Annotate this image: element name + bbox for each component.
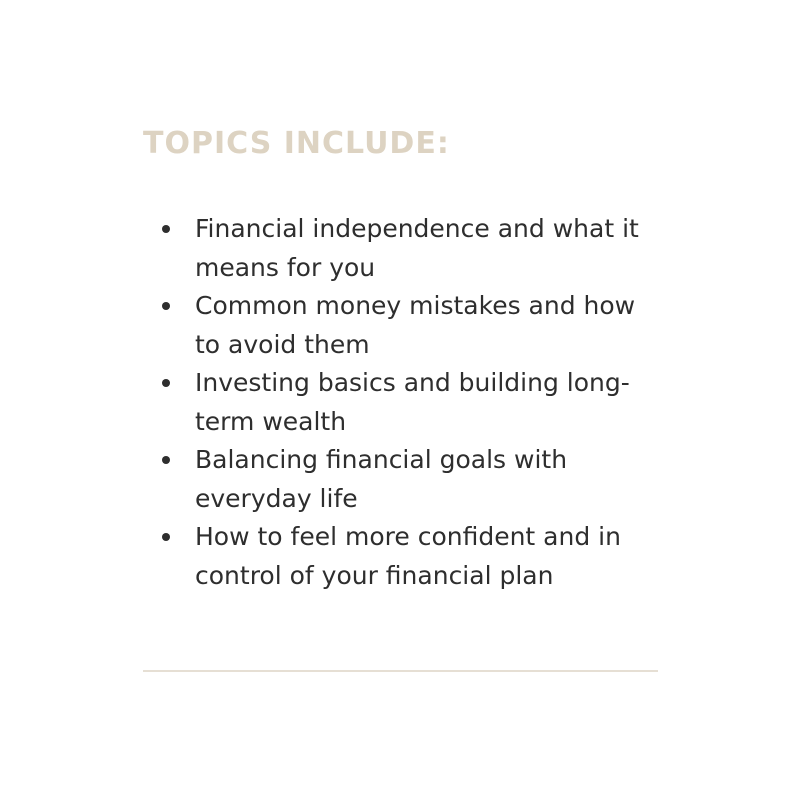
- topic-text: How to feel more confident and in control of your financial plan: [195, 522, 621, 590]
- topic-item: [143, 441, 663, 518]
- topic-text: Balancing financial goals with everyday life: [195, 445, 568, 513]
- topic-item: [143, 287, 663, 364]
- topic-item: [143, 210, 663, 287]
- divider-line: [143, 670, 658, 672]
- topics-list: [143, 210, 663, 595]
- bullet-icon: [162, 456, 170, 464]
- topic-item: [143, 364, 663, 441]
- bullet-icon: [162, 533, 170, 541]
- bullet-icon: [162, 225, 170, 233]
- topic-text: Financial independence and what it means for you: [195, 214, 639, 282]
- topic-item: [143, 518, 663, 595]
- bullet-icon: [162, 379, 170, 387]
- topic-text: Investing basics and building long-term wealth: [195, 368, 630, 436]
- bullet-icon: [162, 302, 170, 310]
- topic-text: Common money mistakes and how to avoid them: [195, 291, 636, 359]
- topics-heading: TOPICS INCLUDE:: [143, 126, 450, 161]
